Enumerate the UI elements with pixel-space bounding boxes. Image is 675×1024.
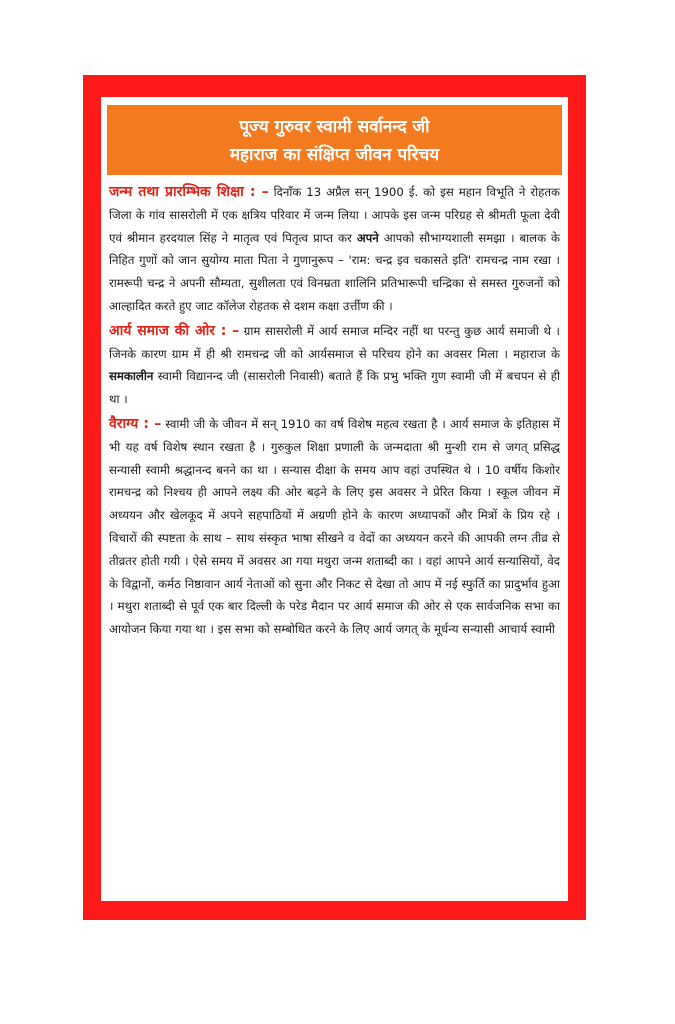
title-line-2: महाराज का संक्षिप्त जीवन परिचय (229, 145, 440, 165)
section-heading: आर्य समाज की ओर : – (109, 322, 240, 339)
section-text: दिनाँक 13 अप्रैल सन् 1900 ई. को इस महान विभूति ने रोहतक जिला के गांव सासरोली में एक क्षत्रिय परिवार में जन्म लिया । आपके इस जन्म परिग्रह से श्रीमती फूला देवी एवं श्रीमान हरदयाल सिंह ने मातृत्व एवं पितृत्व प्राप्त कर (109, 185, 561, 245)
section-birth-education (109, 181, 560, 318)
section-text: ग्राम सासरोली में आर्य समाज मन्दिर नहीं था परन्तु कुछ आर्य समाजी थे । जिनके कारण ग्राम में ही श्री रामचन्द्र जी को आर्यसमाज से परिचय होने का अवसर मिला । महाराज के (109, 323, 560, 361)
section-heading: वैराग्य : – (109, 415, 162, 432)
title-line-1: पूज्य गुरुवर स्वामी सर्वानन्द जी (239, 117, 430, 137)
section-vairagya (109, 413, 560, 641)
section-text: आपको सौभाग्यशाली समझा । बालक के निहित गुणों को जान सुयोग्य माता पिता ने गुणानुरूप – 'राम: चन्द्र इव चकासते इति' रामचन्द्र नाम रखा । रामरूपी चन्द्र ने अपनी सौम्यता, सुशीलता एवं विनम्रता शालिनि प्रतिभारूपी चन्द्रिका से समस्त गुरुजनों को आल्हादित करते हुए जाट कॉलेज रोहतक से दशम कक्षा उर्त्तीण की । (109, 230, 561, 313)
section-text: स्वामी विद्यानन्द जी (सासरोली निवासी) बताते हैं कि प्रभु भक्ति गुण स्वामी जी में बचपन से ही था । (109, 369, 560, 407)
title-banner (107, 105, 562, 175)
section-bold-text: समकालीन (109, 369, 154, 384)
section-arya-samaj (109, 320, 560, 411)
content (101, 175, 568, 641)
section-text: स्वामी जी के जीवन में सन् 1910 का वर्ष विशेष महत्व रखता है । आर्य समाज के इतिहास में भी यह वर्ष विशेष स्थान रखता है । गुरुकुल शिक्षा प्रणाली के जन्मदाता श्री मुन्शी राम से जगत् प्रसिद्ध सन्यासी स्वामी श्रद्धानन्द बनने का था । सन्यास दीक्षा के समय आप वहां उपस्थित थे । 10 वर्षीय किशोर रामचन्द्र को निश्चय ही आपने लक्ष्य की ओर बढ़ने के लिए इस अवसर ने प्रेरित किया । स्कूल जीवन में अध्ययन और खेलकूद में अपने सहपाठियों में अग्रणी होने के कारण अध्यापकों और मित्रों के प्रिय रहे । विचारों की स्पष्टता के साथ – साथ संस्कृत भाषा सीखने व वेदों का अध्ययन करने की आपकी लग्न तीव्र से तीव्रतर होती गयी । ऐसे समय में अवसर आ गया मथुरा जन्म शताब्दी का । वहां आपने आर्य सन्यासियों, वेद के विद्वानों, कर्मठ निष्ठावान आर्य नेताओं को सुना और निकट से देखा तो आप में नई स्फुर्ति का प्रादुर्भाव हुआ । मथुरा शताब्दी से पूर्व एक बार दिल्ली के परेड मैदान पर आर्य समाज की ओर से एक सार्वजनिक सभा का आयोजन किया गया था । इस सभा को सम्बोधित करने के लिए आर्य जगत् के मूर्धन्य सन्यासी आचार्य स्वामी (109, 416, 560, 637)
section-bold-text: अपने (356, 230, 379, 245)
section-heading: जन्म तथा प्रारम्भिक शिक्षा : – (109, 184, 269, 200)
document-panel (101, 97, 568, 901)
